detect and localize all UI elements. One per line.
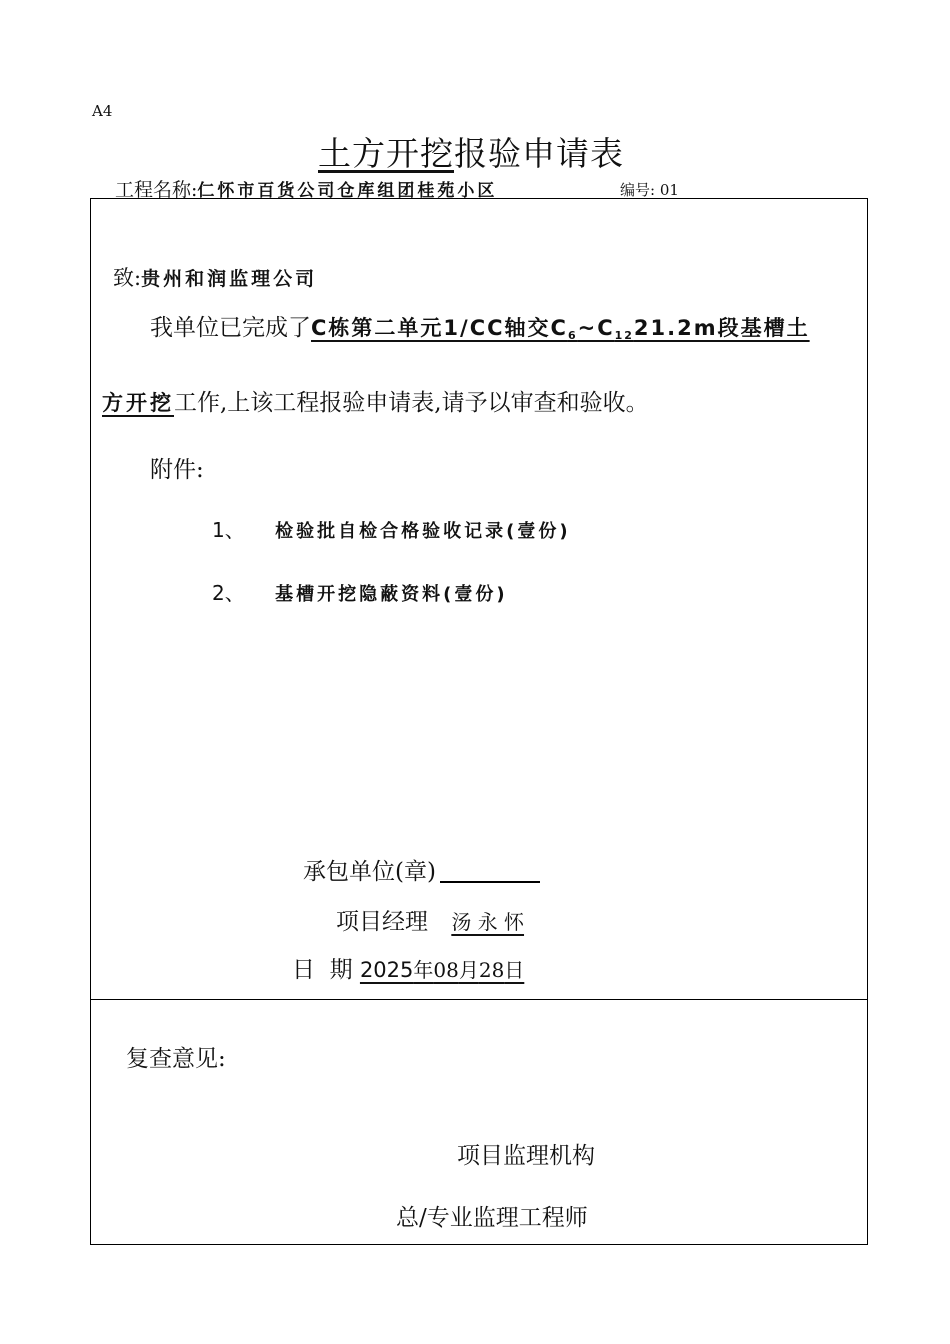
project-manager-line [336, 903, 534, 936]
supervising-engineer-label: 总/专业监理工程师 [396, 1205, 588, 1231]
project-label: 工程名称: [115, 179, 198, 201]
date-day: 28 [478, 958, 505, 982]
number-value: 01 [659, 181, 679, 199]
work-part-b: 21.2m段基槽土 [633, 316, 810, 340]
project-name-value: 仁怀市百货公司仓库组团桂苑小区 [197, 181, 498, 201]
number-label: 编号: [620, 181, 656, 199]
work-part-a: C栋第二单元1/CC轴交C [311, 316, 568, 340]
title-underlined: 土方开挖 [318, 134, 454, 173]
contractor-label: 承包单位(章) [303, 859, 436, 885]
contractor-seal-line [303, 853, 540, 886]
attachment-text: 检验批自检合格验收记录(壹份) [275, 521, 571, 542]
line2-rest: 工作,上该工程报验申请表,请予以审查和验收。 [174, 390, 649, 416]
date-month: 08 [433, 958, 459, 982]
letter-line-1 [150, 309, 810, 342]
supervision-org-label: 项目监理机构 [457, 1143, 595, 1169]
form-box [90, 198, 868, 1245]
date-line [292, 951, 524, 984]
date-year: 2025 [359, 958, 414, 982]
review-opinion-label: 复查意见: [126, 1046, 226, 1072]
attachment-number: 1、 [212, 518, 245, 542]
attachment-number: 2、 [212, 581, 245, 605]
work-sub-2: 12 [614, 329, 634, 342]
section-divider [90, 999, 868, 1000]
work-description [311, 316, 810, 340]
work-tilde: ~C [577, 316, 615, 340]
attachment-item [212, 577, 508, 606]
date-year-char: 年 [413, 958, 434, 982]
date-day-char: 日 [504, 958, 525, 982]
manager-name: 汤 永 怀 [451, 910, 525, 934]
attachment-text: 基槽开挖隐蔽资料(壹份) [275, 584, 508, 605]
addressee-line [113, 262, 317, 292]
attachment-item [212, 514, 571, 543]
attachments-label: 附件: [150, 457, 204, 483]
to-label: 致: [113, 266, 142, 290]
page-title [318, 128, 624, 175]
work-sub-1: 6 [567, 329, 578, 342]
paper-size-label: A4 [92, 102, 113, 120]
to-org: 贵州和润监理公司 [141, 268, 318, 290]
date-month-char: 月 [458, 958, 479, 982]
seal-blank [440, 863, 540, 883]
letter-line-2 [102, 384, 649, 417]
manager-label: 项目经理 [336, 909, 428, 935]
date-value [360, 957, 524, 983]
document-number [620, 179, 679, 200]
title-rest: 报验申请表 [454, 134, 624, 173]
line2-work: 方开挖 [102, 391, 174, 415]
line1-prefix: 我单位已完成了 [150, 315, 311, 341]
date-label: 日 期 [292, 957, 353, 983]
